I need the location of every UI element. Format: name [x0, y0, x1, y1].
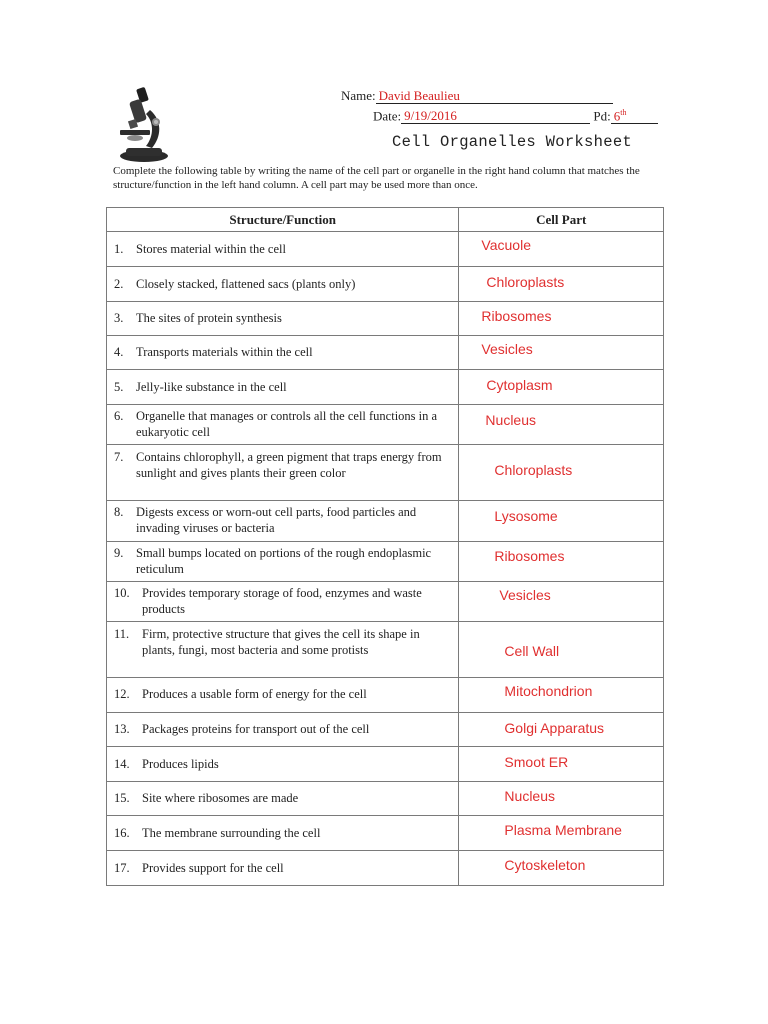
structure-function-text: Site where ribosomes are made: [142, 791, 299, 805]
date-label: Date:: [373, 108, 402, 124]
cell-part-cell[interactable]: [459, 405, 664, 445]
structure-function-cell: [107, 336, 459, 370]
structure-function-content: [107, 302, 458, 326]
cell-part-answer: Mitochondrion: [504, 683, 593, 699]
period-field[interactable]: [611, 105, 658, 124]
structure-function-text: Provides support for the cell: [142, 861, 284, 875]
row-number: 6.: [114, 409, 124, 423]
cell-part-answer: Chloroplasts: [494, 462, 573, 478]
structure-function-text: Provides temporary storage of food, enzymes and waste products: [142, 586, 422, 616]
row-number: 3.: [114, 311, 124, 325]
row-number: 12.: [114, 687, 130, 701]
row-number: 8.: [114, 505, 124, 519]
cell-part-cell[interactable]: [459, 622, 664, 678]
structure-function-content: [107, 622, 458, 658]
structure-function-cell: [107, 501, 459, 542]
structure-function-text: The sites of protein synthesis: [136, 311, 282, 325]
structure-function-text: Firm, protective structure that gives the cell its shape in plants, fungi, most bacteria and some protists: [142, 627, 420, 657]
table-row: [107, 542, 664, 582]
cell-part-answer: Vesicles: [481, 341, 533, 357]
structure-function-cell: [107, 782, 459, 816]
table-row: [107, 816, 664, 851]
period-suffix: th: [620, 108, 627, 117]
structure-function-text: Produces lipids: [142, 757, 219, 771]
table-row: [107, 445, 664, 501]
structure-function-text: Jelly-like substance in the cell: [136, 380, 287, 394]
row-number: 14.: [114, 757, 130, 771]
structure-function-content: [107, 851, 458, 876]
cell-part-answer: Vesicles: [499, 587, 551, 603]
structure-function-content: [107, 336, 458, 360]
cell-part-cell[interactable]: [459, 445, 664, 501]
structure-function-cell: [107, 445, 459, 501]
cell-part-header: Cell Part: [459, 208, 664, 232]
period-value: 6: [613, 108, 621, 124]
instructions-text: Complete the following table by writing the name of the cell part or organelle in the right hand column that matches the structure/function in the left hand column. A cell part may be used more than once.: [113, 165, 640, 191]
cell-part-cell[interactable]: [459, 678, 664, 713]
structure-function-cell: [107, 622, 459, 678]
structure-function-content: [107, 445, 458, 481]
cell-part-cell[interactable]: [459, 851, 664, 886]
structure-function-content: [107, 816, 458, 841]
table-row: [107, 622, 664, 678]
structure-function-cell: [107, 816, 459, 851]
table-row: [107, 232, 664, 267]
cell-part-cell[interactable]: [459, 782, 664, 816]
structure-function-content: [107, 370, 458, 395]
cell-part-answer: Cytoplasm: [486, 377, 553, 393]
cell-part-answer: Vacuole: [481, 237, 531, 253]
structure-function-content: [107, 501, 458, 536]
row-number: 15.: [114, 791, 130, 805]
cell-part-cell[interactable]: [459, 302, 664, 336]
table-row: [107, 370, 664, 405]
microscope-icon: [116, 86, 172, 164]
row-number: 9.: [114, 546, 124, 560]
structure-function-text: Contains chlorophyll, a green pigment that traps energy from sunlight and gives plants their green color: [136, 450, 442, 480]
row-number: 11.: [114, 627, 130, 641]
cell-part-answer: Ribosomes: [481, 308, 552, 324]
period-label: Pd:: [593, 108, 611, 124]
cell-part-cell[interactable]: [459, 336, 664, 370]
structure-function-content: [107, 405, 458, 440]
structure-function-content: [107, 713, 458, 737]
cell-part-answer: Golgi Apparatus: [504, 720, 605, 736]
table-row: [107, 582, 664, 622]
cell-part-cell[interactable]: [459, 370, 664, 405]
structure-function-cell: [107, 370, 459, 405]
cell-part-answer: Plasma Membrane: [504, 822, 622, 838]
structure-function-text: Small bumps located on portions of the rough endoplasmic reticulum: [136, 546, 432, 576]
cell-part-answer: Lysosome: [494, 508, 558, 524]
row-number: 13.: [114, 722, 130, 736]
cell-part-answer: Cytoskeleton: [504, 857, 586, 873]
table-row: [107, 678, 664, 713]
structure-function-cell: [107, 405, 459, 445]
table-row: [107, 267, 664, 302]
name-field[interactable]: David Beaulieu: [376, 88, 613, 104]
row-number: 10.: [114, 586, 130, 600]
table-row: [107, 302, 664, 336]
table-row: [107, 747, 664, 782]
row-number: 17.: [114, 861, 130, 875]
row-number: 16.: [114, 826, 130, 840]
cell-part-answer: Cell Wall: [504, 643, 560, 659]
cell-part-cell[interactable]: [459, 713, 664, 747]
row-number: 5.: [114, 380, 124, 394]
name-line: [341, 88, 613, 104]
structure-function-cell: [107, 267, 459, 302]
structure-function-header: Structure/Function: [107, 208, 459, 232]
table-header-row: [107, 208, 664, 232]
cell-part-answer: Ribosomes: [494, 548, 565, 564]
cell-part-answer: Smoot ER: [504, 754, 569, 770]
structure-function-text: Produces a usable form of energy for the cell: [142, 687, 367, 701]
cell-part-cell[interactable]: [459, 542, 664, 582]
structure-function-content: [107, 232, 458, 257]
cell-part-cell[interactable]: [459, 501, 664, 542]
structure-function-cell: [107, 851, 459, 886]
row-number: 1.: [114, 242, 124, 256]
organelle-table: [106, 207, 664, 886]
date-field[interactable]: 9/19/2016: [401, 108, 590, 124]
structure-function-cell: [107, 678, 459, 713]
structure-function-content: [107, 678, 458, 702]
structure-function-text: The membrane surrounding the cell: [142, 826, 321, 840]
structure-function-cell: [107, 747, 459, 782]
structure-function-cell: [107, 542, 459, 582]
structure-function-text: Organelle that manages or controls all the cell functions in a eukaryotic cell: [136, 409, 438, 439]
cell-part-cell[interactable]: [459, 582, 664, 622]
row-number: 7.: [114, 450, 124, 464]
cell-part-answer: Nucleus: [504, 788, 556, 804]
cell-part-answer: Nucleus: [485, 412, 537, 428]
structure-function-content: [107, 747, 458, 772]
cell-part-answer: Chloroplasts: [486, 274, 565, 290]
table-row: [107, 405, 664, 445]
structure-function-content: [107, 782, 458, 806]
cell-part-cell[interactable]: [459, 232, 664, 267]
table-row: [107, 713, 664, 747]
structure-function-text: Stores material within the cell: [136, 242, 286, 256]
structure-function-text: Transports materials within the cell: [136, 345, 313, 359]
row-number: 4.: [114, 345, 124, 359]
structure-function-content: [107, 267, 458, 292]
structure-function-cell: [107, 232, 459, 267]
table-row: [107, 336, 664, 370]
structure-function-cell: [107, 302, 459, 336]
structure-function-content: [107, 582, 458, 617]
cell-part-cell[interactable]: [459, 747, 664, 782]
worksheet-title: Cell Organelles Worksheet: [392, 133, 633, 151]
structure-function-cell: [107, 582, 459, 622]
row-number: 2.: [114, 277, 124, 291]
cell-part-cell[interactable]: [459, 267, 664, 302]
structure-function-text: Closely stacked, flattened sacs (plants only): [136, 277, 356, 291]
table-row: [107, 782, 664, 816]
name-label: Name:: [341, 88, 376, 103]
structure-function-text: Packages proteins for transport out of the cell: [142, 722, 370, 736]
table-row: [107, 501, 664, 542]
structure-function-text: Digests excess or worn-out cell parts, food particles and invading viruses or bacteria: [136, 505, 417, 535]
table-row: [107, 851, 664, 886]
cell-part-cell[interactable]: [459, 816, 664, 851]
structure-function-cell: [107, 713, 459, 747]
structure-function-content: [107, 542, 458, 577]
date-line: [373, 105, 658, 124]
